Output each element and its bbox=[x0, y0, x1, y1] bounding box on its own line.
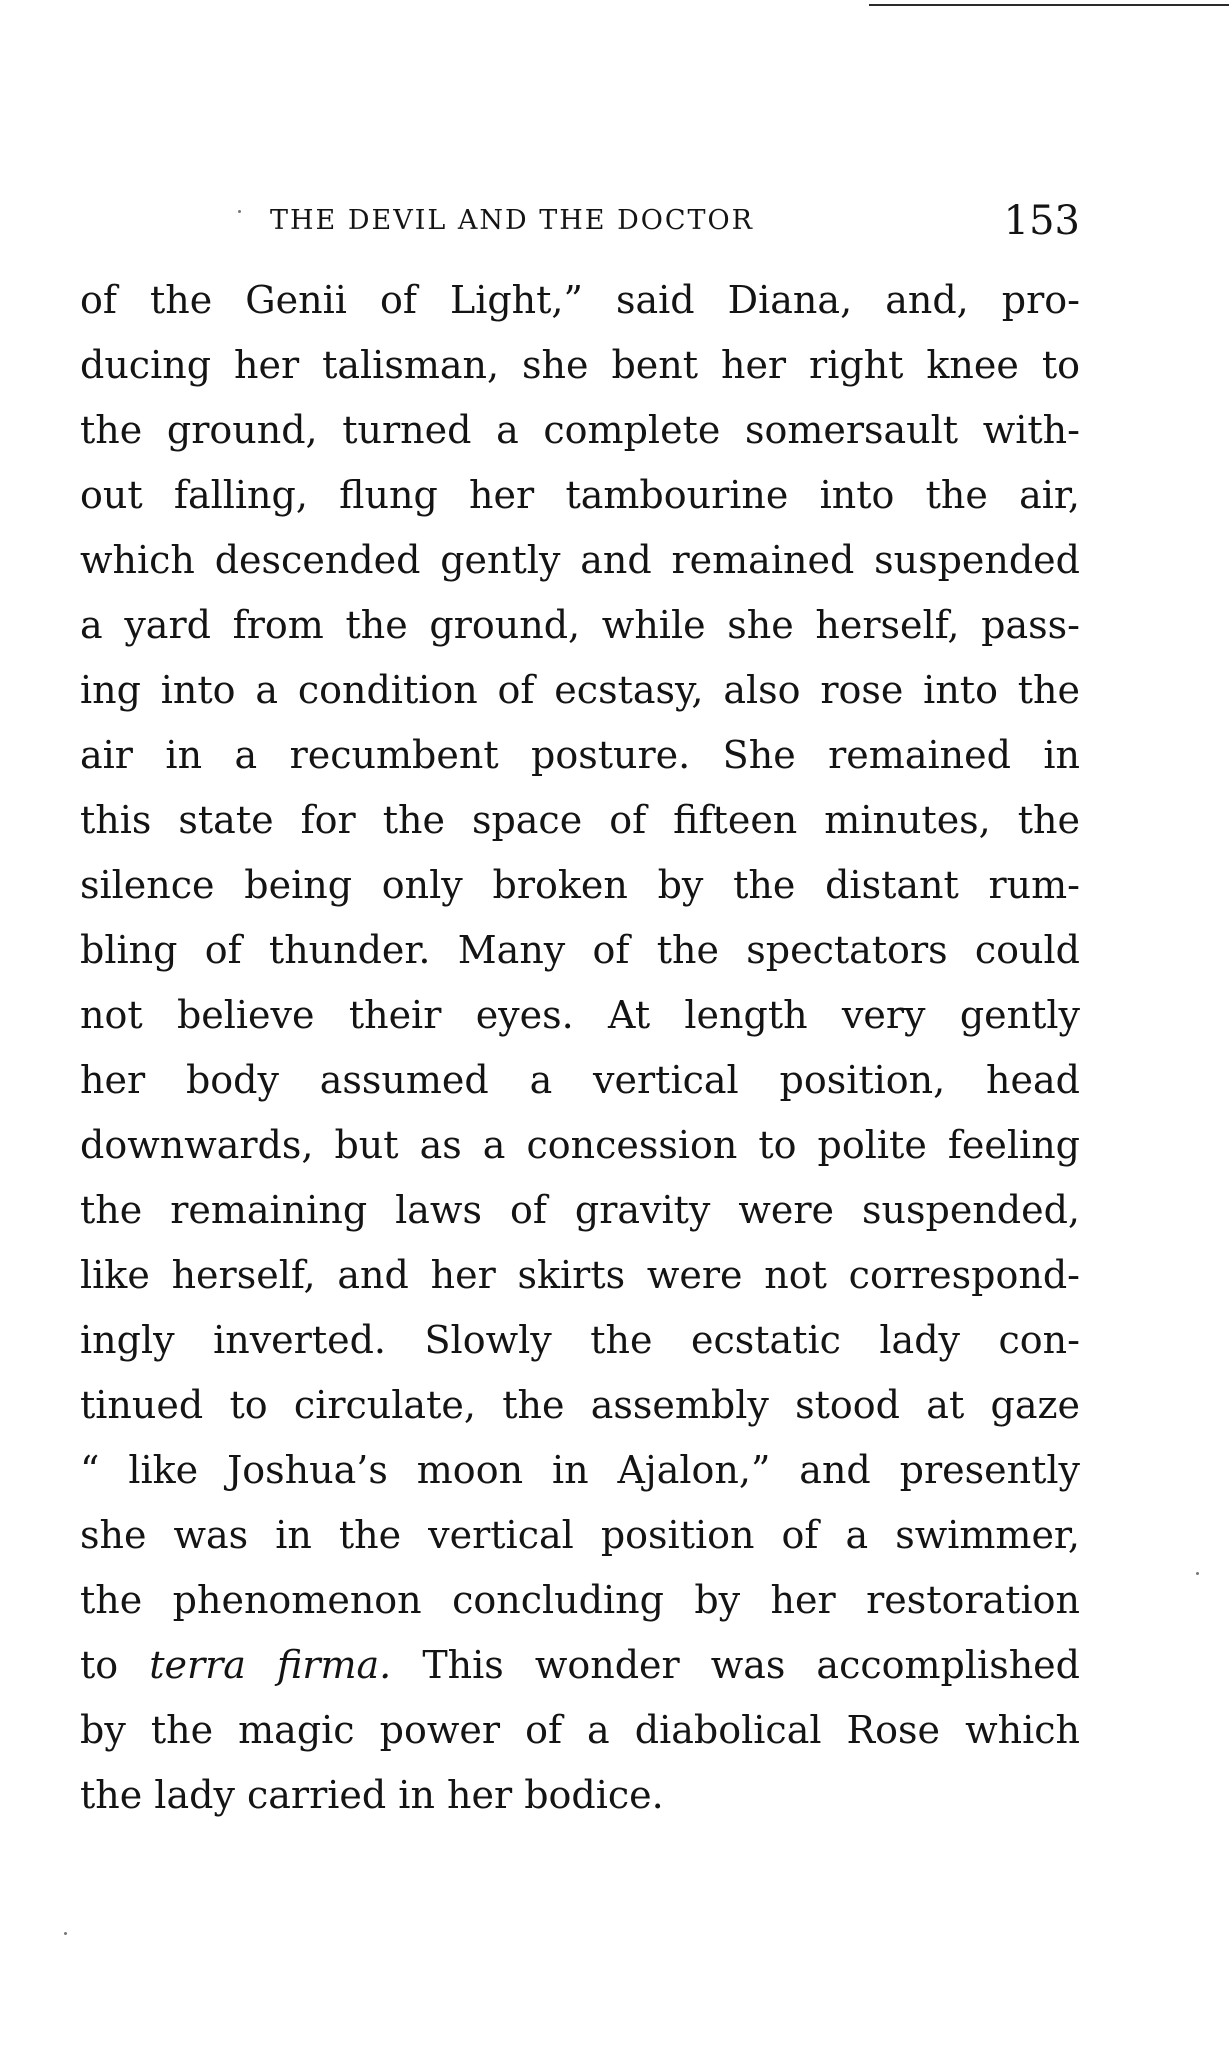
text-line: bling of thunder. Many of the spectators could bbox=[80, 928, 1080, 972]
text-line: ingly inverted. Slowly the ecstatic lady con- bbox=[80, 1318, 1080, 1362]
text-line: “ like Joshua’s moon in Ajalon,” and presently bbox=[80, 1448, 1080, 1492]
text-line: air in a recumbent posture. She remained in bbox=[80, 733, 1080, 777]
line-remainder: This wonder was accomplished bbox=[422, 1643, 1080, 1687]
text-line: she was in the vertical position of a swimmer, bbox=[80, 1513, 1080, 1557]
text-line: silence being only broken by the distant rum- bbox=[80, 863, 1080, 907]
text-line: the ground, turned a complete somersault with- bbox=[80, 408, 1080, 452]
page-number: 153 bbox=[1003, 198, 1080, 244]
paper-speck bbox=[238, 210, 241, 213]
paper-speck bbox=[64, 1932, 67, 1935]
text-line: out falling, flung her tambourine into the air, bbox=[80, 473, 1080, 517]
text-line: the phenomenon concluding by her restoration bbox=[80, 1578, 1080, 1622]
text-line: this state for the space of fifteen minutes, the bbox=[80, 798, 1080, 842]
text-line: by the magic power of a diabolical Rose which bbox=[80, 1708, 1080, 1752]
text-line-final: the lady carried in her bodice. bbox=[80, 1773, 664, 1817]
paper-speck bbox=[1196, 1572, 1199, 1575]
text-line: which descended gently and remained suspended bbox=[80, 538, 1080, 582]
text-line: ing into a condition of ecstasy, also rose into the bbox=[80, 668, 1080, 712]
text-line: downwards, but as a concession to polite feeling bbox=[80, 1123, 1080, 1167]
text-line: the remaining laws of gravity were suspended, bbox=[80, 1188, 1080, 1232]
top-edge-rule bbox=[869, 4, 1229, 6]
page-header bbox=[80, 196, 1080, 246]
text-line: a yard from the ground, while she herself, pass- bbox=[80, 603, 1080, 647]
text-line: tinued to circulate, the assembly stood at gaze bbox=[80, 1383, 1080, 1427]
text-line: of the Genii of Light,” said Diana, and, pro- bbox=[80, 278, 1080, 322]
text-line: ducing her talisman, she bent her right knee to bbox=[80, 343, 1080, 387]
line-prefix: to bbox=[80, 1643, 119, 1687]
italic-phrase: terra firma. bbox=[149, 1643, 392, 1687]
text-line: like herself, and her skirts were not correspond- bbox=[80, 1253, 1080, 1297]
body-text bbox=[80, 268, 1080, 1828]
text-line-with-italic bbox=[80, 1633, 1080, 1698]
running-title: THE DEVIL AND THE DOCTOR bbox=[270, 205, 754, 236]
text-line: not believe their eyes. At length very gently bbox=[80, 993, 1080, 1037]
text-line: her body assumed a vertical position, head bbox=[80, 1058, 1080, 1102]
